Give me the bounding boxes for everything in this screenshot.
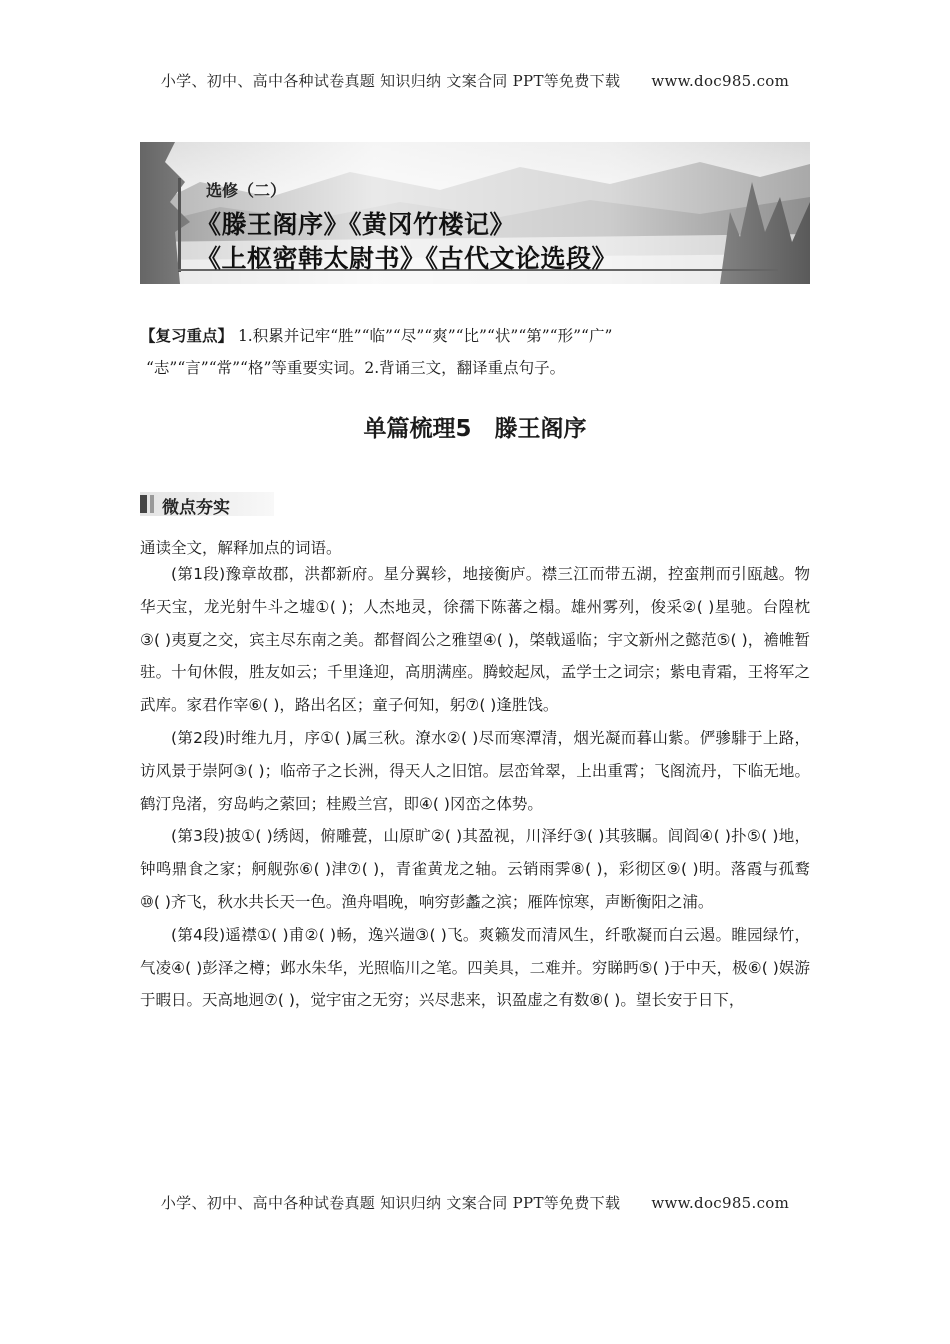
section-bar-icon-secondary <box>150 495 154 513</box>
instructions: 通读全文，解释加点的词语。 <box>140 539 342 557</box>
paragraph-1: (第1段)豫章故郡，洪都新府。星分翼轸，地接衡庐。襟三江而带五湖，控蛮荆而引瓯越。物华天宝，龙光射牛斗之墟①( )；人杰地灵，徐孺下陈蕃之榻。雄州雾列，俊采②( )星驰。台隍枕③( )夷夏之交，宾主尽东南之美。都督阎公之雅望④( )，棨戟遥临；宇文新州之懿范⑤( )，襜帷暂驻。十旬休假，胜友如云；千里逢迎，高朋满座。腾蛟起凤，孟学士之词宗；紫电青霜，王将军之武库。家君作宰⑥( )，路出名区；童子何知，躬⑦( )逢胜饯。 <box>140 565 810 715</box>
article-body <box>140 558 810 1017</box>
footer-text: 小学、初中、高中各种试卷真题 知识归纳 文案合同 PPT等免费下载 <box>160 1194 621 1212</box>
section-heading <box>140 492 274 516</box>
header-url[interactable]: www.doc985.com <box>651 72 790 90</box>
paragraph-4: (第4段)遥襟①( )甫②( )畅，逸兴遄③( )飞。爽籁发而清风生，纤歌凝而白云遏。睢园绿竹，气凌④( )彭泽之樽；邺水朱华，光照临川之笔。四美具，二难并。穷睇眄⑤( )于中天，极⑥( )娱游于暇日。天高地迥⑦( )，觉宇宙之无穷；兴尽悲来，识盈虚之有数⑧( )。望长安于日下， <box>140 925 810 1010</box>
header-text: 小学、初中、高中各种试卷真题 知识归纳 文案合同 PPT等免费下载 <box>160 72 621 90</box>
review-focus <box>140 320 820 384</box>
banner-title-line2: 《上枢密韩太尉书》《古代文论选段》 <box>196 244 618 273</box>
page-title: 单篇梳理5 滕王阁序 <box>363 416 587 442</box>
page-header <box>0 70 950 91</box>
page-footer <box>0 1192 950 1213</box>
title-banner <box>140 142 810 284</box>
banner-title-line1: 《滕王阁序》《黄冈竹楼记》 <box>196 210 516 239</box>
paragraph-3: (第3段)披①( )绣闼，俯雕甍，山原旷②( )其盈视，川泽纡③( )其骇瞩。闾阎④( )扑⑤( )地，钟鸣鼎食之家；舸舰弥⑥( )津⑦( )，青雀黄龙之轴。云销雨霁⑧( )，彩彻区⑨( )明。落霞与孤鹜⑩( )齐飞，秋水共长天一色。渔舟唱晚，响穷彭蠡之滨；雁阵惊寒，声断衡阳之浦。 <box>140 827 810 911</box>
review-focus-label: 【复习重点】 <box>140 327 234 345</box>
review-focus-line2: “志”“言”“常”“格”等重要实词。2.背诵三文，翻译重点句子。 <box>146 359 566 377</box>
section-heading-label: 微点夯实 <box>162 498 230 518</box>
footer-url[interactable]: www.doc985.com <box>651 1194 790 1212</box>
review-focus-line1: 1.积累并记牢“胜”“临”“尽”“爽”“比”“状”“第”“形”“广” <box>233 327 613 345</box>
paragraph-2: (第2段)时维九月，序①( )属三秋。潦水②( )尽而寒潭清，烟光凝而暮山紫。俨骖騑于上路，访风景于崇阿③( )；临帝子之长洲，得天人之旧馆。层峦耸翠，上出重霄；飞阁流丹，下临无地。鹤汀凫渚，穷岛屿之萦回；桂殿兰宫，即④( )冈峦之体势。 <box>140 728 810 813</box>
banner-subtitle: 选修（二） <box>206 181 287 200</box>
section-bar-icon <box>140 495 147 513</box>
